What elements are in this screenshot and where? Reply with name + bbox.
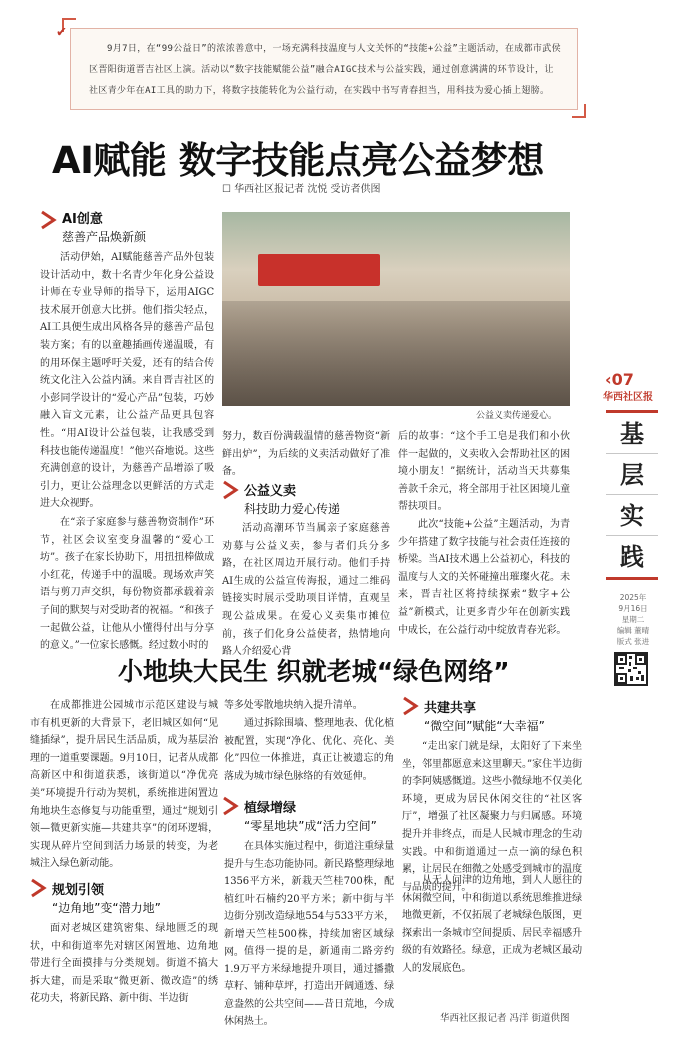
section-char: 层 — [606, 454, 658, 495]
section-arrow-icon — [222, 796, 238, 816]
article1-col3-para1 — [398, 428, 570, 516]
article1-sec2-subtitle: 科技助力爱心传递 — [244, 502, 341, 516]
page-number — [605, 370, 634, 389]
photo-crowd — [222, 301, 570, 406]
article2-col1-para2 — [30, 920, 218, 1026]
issue-meta — [608, 592, 658, 647]
article2-col3-text2: 从无人问津的边角地，到人人愿往的休闲微空间，中和街道以系统思维推进绿地微更新，不仅拓展了老城绿色版图，更探索出一条城市空间提质、居民幸福感升级的有效路径。绿意，正成为老城区最动人的发展底色。 — [402, 875, 582, 974]
article1-byline: ☐ 华西社区报记者 沈悦 受访者供图 — [222, 184, 381, 195]
section-label — [606, 410, 658, 580]
article2-signature: 华西社区报记者 冯洋 街道供图 — [440, 1013, 570, 1024]
section-arrow-icon — [40, 210, 56, 230]
article2-col2-text2: 通过拆除围墙、整理地表、优化植被配置，实现“净化、优化、亮化、美化”四位一体推进，真正让被遗忘的角落成为城市绿色脉络的有效延伸。 — [224, 718, 394, 782]
article1-col2-text: 努力，数百份满载温情的慈善物资“新鲜出炉”，为后续的义卖活动做好了准备。 — [222, 431, 390, 478]
article2-col2-text3: 在具体实施过程中，街道注重绿量提升与生态功能协同。新民路整理绿地1356平方米，新栽天竺桂700株，配植红叶石楠约20平方米；新中街与半边街分别改造绿地554与533平方米，新增天竺桂500株，持续加密区域绿网。 — [224, 841, 394, 958]
article2-col3-text: “走出家门就是绿，太阳好了下来坐坐，邻里都愿意来这里聊天。”家住半边街的李阿姨感慨道。这些小微绿地不仅美化环境，更成为居民休闲交往的“社区客厅”，增强了社区凝聚力与归属感。环境提升并非终点，而是人民城市理念的生动实践。中和街道通过一点一滴的绿色积累，让居民在细微之处感受到城市的温度与品质的提升。 — [402, 741, 582, 893]
article2-col1-text2: 面对老城区建筑密集、绿地匮乏的现状，中和街道率先对辖区闲置地、边角地带进行全面摸排与分类规划。街道不搞大拆大建，而是采取“微更新、微改造”的绣花功夫，将新民路、新中街、半边街 — [30, 923, 218, 1005]
article2-col2-text4: 值得一提的是，新通南二路旁约1.9万平方米绿地提升项目，通过播撒草籽、铺种草坪，打造出开阔通透、绿意盎然的公共空间——昔日荒地，今成休闲热土。 — [224, 946, 394, 1028]
section-char: 实 — [606, 495, 658, 536]
article2-col2-para2 — [224, 715, 394, 785]
event-photo — [222, 212, 570, 406]
article2-sec1-title: 规划引领 — [52, 883, 105, 898]
article1-col3-para2 — [398, 516, 570, 640]
meta-line: 9月16日 — [618, 604, 648, 613]
intro-text: 9月7日，在“99公益日”的浓浓善意中，一场充满科技温度与人文关怀的“技能+公益”主题活动，在成都市武侯区晋阳街道晋吉社区上演。活动以“数字技能赋能公益”融合AIGC技术与公益实践，通过创意满满的环节设计，让社区青少年在AI工具的助力下，将数字技能转化为公益行动，在实践中书写青春担当，用科技为爱心插上翅膀。 — [89, 44, 561, 96]
section-char: 基 — [606, 413, 658, 454]
article2-col3-para2 — [402, 872, 582, 994]
article1-col3-text2: 此次“技能+公益”主题活动，为青少年搭建了数字技能与社会责任连接的桥梁。当AI技术遇上公益初心，科技的温度与人文的关怀碰撞出璀璨火花。未来，晋吉社区将持续探索“数字+公益”新模式，让更多青少年在创新实践中成长，在公益行动中绽放青春光彩。 — [398, 519, 570, 636]
article1-sec2-title: 公益义卖 — [244, 484, 297, 499]
article2-col2-para3 — [224, 838, 394, 958]
meta-line: 版式 张进 — [616, 637, 650, 646]
section-arrow-icon — [30, 878, 46, 898]
article1-headline: AI赋能 数字技能点亮公益梦想 — [52, 139, 544, 182]
section-arrow-icon — [222, 480, 238, 500]
article2-sec3-subtitle: “微空间”赋能“大幸福” — [424, 719, 545, 733]
article2-sec2-title: 植绿增绿 — [244, 801, 297, 816]
article2-col2-para1 — [224, 697, 394, 715]
intro-box — [57, 22, 578, 110]
article1-col1-para1 — [40, 249, 214, 513]
article2-col3-para1 — [402, 738, 582, 893]
qr-code-icon[interactable] — [614, 652, 648, 686]
photo-banner — [258, 254, 380, 286]
article1-col2-text2: 活动高潮环节当属亲子家庭慈善劝募与公益义卖，参与者们兵分多路，在社区周边开展行动。他们手持AI生成的公益宣传海报，通过二维码链接实时展示受助项目详情，直观呈现公益成果。在爱心义卖集市摊位前，孩子们化身公益使者，热情地向路人介绍爱心背 — [222, 523, 390, 658]
article1-col3-text: 后的故事：“这个手工皂是我们和小伙伴一起做的，义卖收入会帮助社区的困境小朋友！”据统计，活动当天共募集善款千余元，将全部用于社区困境儿童帮扶项目。 — [398, 431, 570, 513]
article2-headline: 小地块大民生 织就老城“绿色网络” — [118, 657, 510, 686]
article2-col1-text: 在成都推进公园城市示范区建设与城市有机更新的大背景下，老旧城区如何“见缝插绿”，提升居民生活品质，成为基层治理的一道重要课题。9月10日，记者从成都高新区中和街道获悉，该街道以“净优亮美”环境提升行动为契机，系统推进闲置边角地块生态修复与功能重塑，通过“规划引领—微更新实施—共建共享”的闭环逻辑，实现从碎片空间到活力场景的转变，为老城注入绿色新动能。 — [30, 700, 218, 870]
meta-line: 编辑 董晴 — [616, 626, 650, 635]
article1-col1-text2: 在“亲子家庭参与慈善物资制作”环节，社区会议室变身温馨的“爱心工坊”。孩子在家长协助下，用扭扭棒做成小红花，传递手中的温暖。现场欢声笑语与剪刀声交织，每份物资都承载着亲子间的默契与对受助者的祝福。“和孩子一起做公益，让他从小懂得付出与分享的意义。”一位家长感慨。经过数小时的 — [40, 517, 214, 652]
brand-name: 华西社区报 — [603, 392, 653, 403]
article1-col2-para1 — [222, 428, 390, 478]
article1-sec1-subtitle: 慈善产品焕新颜 — [62, 230, 147, 244]
checkmark-icon: ✔ — [57, 22, 67, 40]
article2-sec3-title: 共建共享 — [424, 701, 477, 716]
article2-col2-text: 等多处零散地块纳入提升清单。 — [224, 700, 363, 711]
article2-col1-para1 — [30, 697, 218, 871]
article2-sec2-subtitle: “零星地块”成“活力空间” — [244, 819, 377, 833]
article1-col2-para2 — [222, 520, 390, 658]
section-char: 践 — [620, 542, 644, 571]
photo-caption: 公益义卖传递爱心。 — [476, 411, 558, 421]
article1-col1-para2 — [40, 514, 214, 652]
section-arrow-icon — [402, 696, 418, 716]
article2-sec1-subtitle: “边角地”变“潜力地” — [52, 901, 161, 915]
page-number-value: 07 — [611, 370, 634, 389]
chevron-left-icon: ‹ — [605, 370, 612, 389]
article2-col2-para4 — [224, 943, 394, 1031]
article1-col1-text: 活动伊始，AI赋能慈善产品外包装设计活动中，数十名青少年化身公益设计师在专业导师的指导下，运用AIGC技术展开创意大比拼。他们指尖轻点，AI工具便生成出风格各异的慈善产品包装方案；有的以童趣插画传递温暖，有的用环保主题呼吁关爱，还有的结合传统文化注入公益内涵。来自晋吉社区的小彭同学设计的“爱心产品”包装，巧妙融入盲文元素，让公益产品更具包容性。“用AI设计公益包装，让我感受到科技也能传递温度！”他兴奋地说。这些充满创意的设计，为慈善产品增添了吸引力，更让公益理念以更鲜活的方式走进大众视野。 — [40, 252, 214, 510]
meta-line: 星期二 — [621, 615, 645, 624]
article1-sec1-title: AI创意 — [62, 212, 103, 227]
meta-line: 2025年 — [619, 593, 647, 602]
